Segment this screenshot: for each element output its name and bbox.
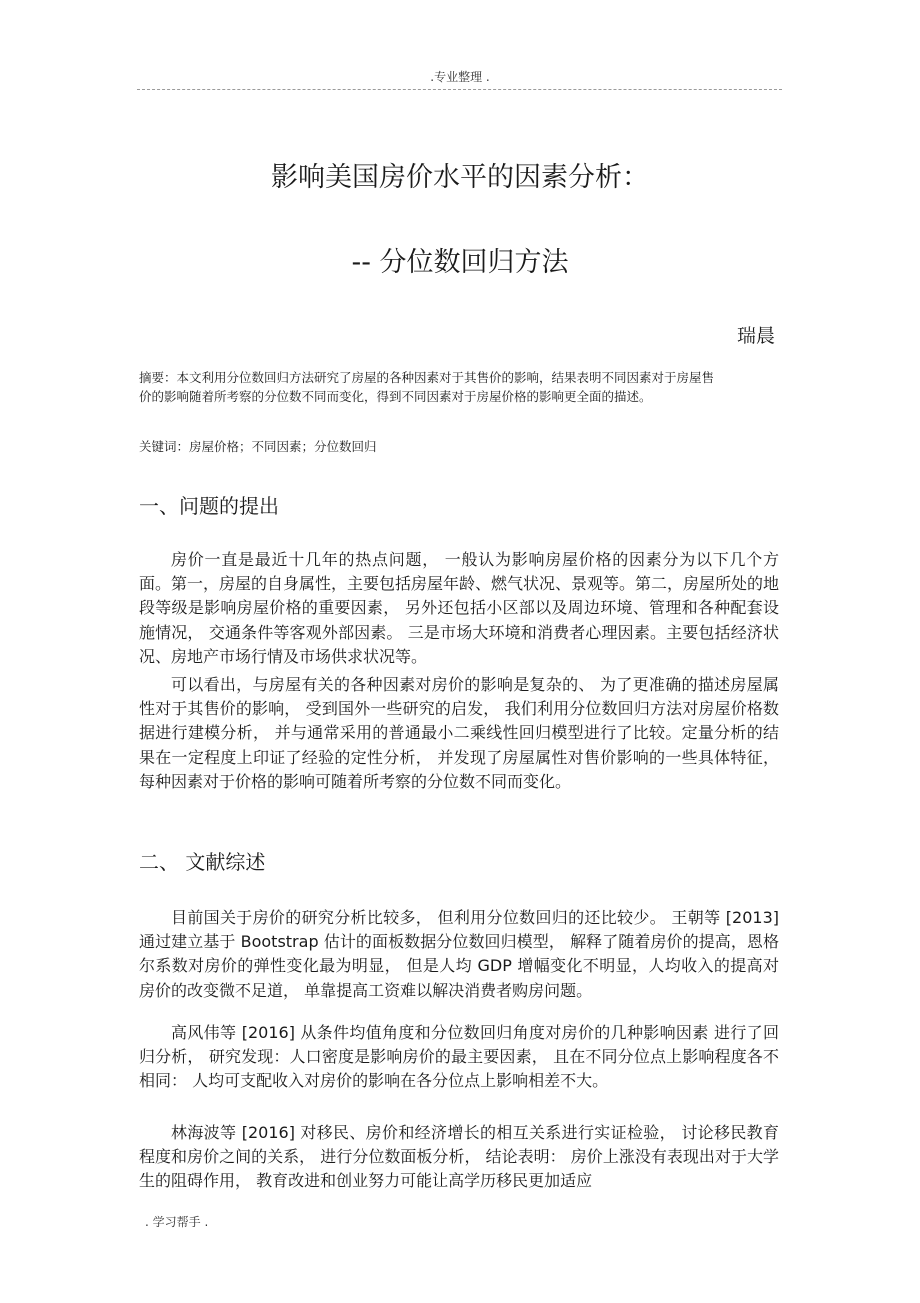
abstract: 摘要：本文利用分位数回归方法研究了房屋的各种因素对于其售价的影响，结果表明不同因素对于房屋售价的影响随着所考察的分位数不同而变化，得到不同因素对于房屋价格的影响更全面的描述。 [139, 370, 715, 404]
section-heading-1: 一、问题的提出 [139, 494, 279, 518]
section-1-paragraph-1: 房价一直是最近十几年的热点问题， 一般认为影响房屋价格的因素分为以下几个方面。第一，房屋的自身属性，主要包括房屋年龄、燃气状况、景观等。第二，房屋所处的地段等级是影响房屋价格的重要因素， 另外还包括小区部以及周边环境、管理和各种配套设施情况， 交通条件等客观外部因素。 三是市场大环境和消费者心理因素。主要包括经济状况、房地产市场行情及市场供求状况等。 [139, 550, 780, 666]
section-heading-2: 二、 文献综述 [139, 850, 266, 874]
header-text: .专业整理 . [430, 70, 490, 84]
section-1-paragraph-2: 可以看出，与房屋有关的各种因素对房价的影响是复杂的、 为了更准确的描述房屋属性对于其售价的影响， 受到国外一些研究的启发， 我们利用分位数回归方法对房屋价格数据进行建模分析， 并与通常采用的普通最小二乘线性回归模型进行了比较。定量分析的结果在一定程度上印证了经验的定性分析， 并发现了房屋属性对售价影响的一些具体特征， 每种因素对于价格的影响可随着所考察的分位数不同而变化。 [139, 675, 779, 791]
keywords: 关键词：房屋价格；不同因素；分位数回归 [139, 439, 377, 454]
document-title: 影响美国房价水平的因素分析： [271, 162, 649, 193]
section-2-paragraph-2: 高风伟等 [2016] 从条件均值角度和分位数回归角度对房价的几种影响因素 进行了回归分析， 研究发现：人口密度是影响房价的最主要因素， 且在不同分位点上影响程度各不相同： 人均可支配收入对房价的影响在各分位点上影响相差不大。 [139, 1023, 779, 1091]
author-name: 瑞晨 [736, 325, 775, 347]
header-divider [137, 89, 782, 90]
footer-text: . 学习帮手 . [145, 1215, 209, 1229]
section-2-paragraph-1: 目前国关于房价的研究分析比较多， 但利用分位数回归的还比较少。 王朝等 [2013] 通过建立基于 Bootstrap 估计的面板数据分位数回归模型， 解释了随着房价的提高，恩格尔系数对房价的弹性变化最为明显， 但是人均 GDP 增幅变化不明显，人均收入的提高对房价的改变微不足道， 单靠提高工资难以解决消费者购房问题。 [139, 908, 779, 1000]
document-subtitle: -- 分位数回归方法 [351, 247, 569, 278]
section-2-paragraph-3: 林海波等 [2016] 对移民、房价和经济增长的相互关系进行实证检验， 讨论移民教育程度和房价之间的关系， 进行分位数面板分析， 结论表明： 房价上涨没有表现出对于大学生的阻碍作用， 教育改进和创业努力可能让高学历移民更加适应 [139, 1123, 779, 1191]
